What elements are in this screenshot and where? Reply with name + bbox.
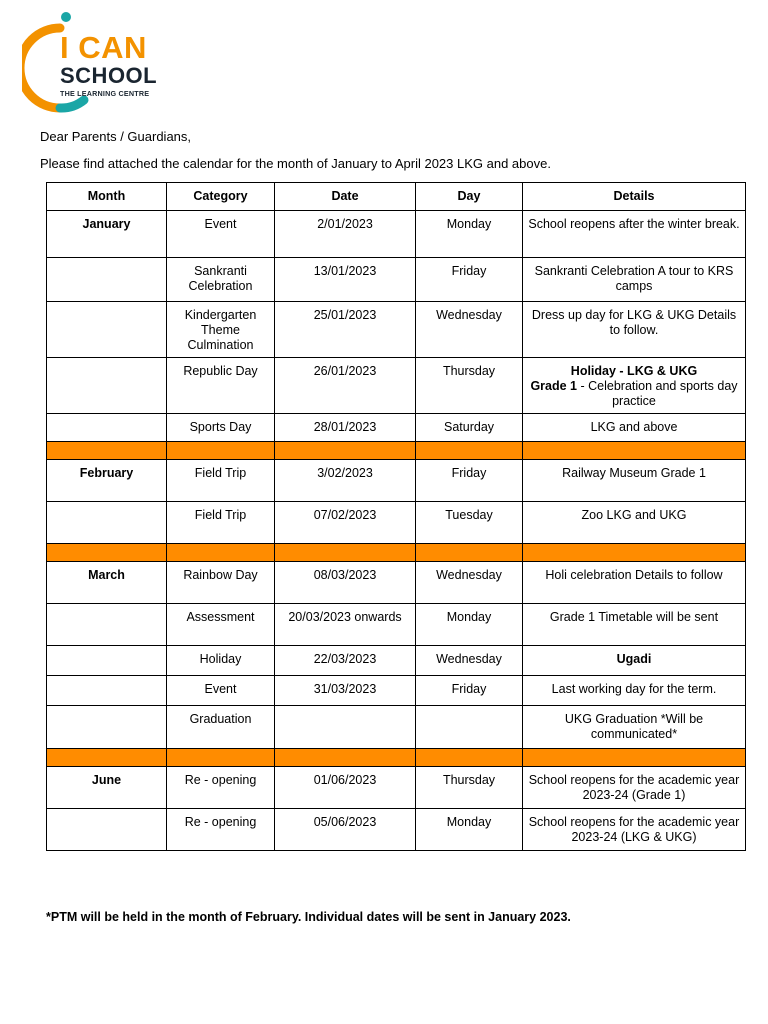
header-month: Month [47, 183, 167, 211]
cell-category: Kindergarten Theme Culmination [167, 302, 275, 358]
separator-cell [523, 749, 746, 767]
cell-day: Saturday [416, 414, 523, 442]
cell-details [523, 358, 746, 414]
table-row [47, 562, 746, 604]
table-header-row [47, 183, 746, 211]
separator-cell [47, 544, 167, 562]
cell-month: June [47, 767, 167, 809]
table-row [47, 767, 746, 809]
separator-cell [167, 749, 275, 767]
cell-details: UKG Graduation *Will be communicated* [523, 706, 746, 749]
logo-tagline: THE LEARNING CENTRE [60, 89, 150, 98]
table-row [47, 460, 746, 502]
cell-day: Thursday [416, 358, 523, 414]
cell-details: Railway Museum Grade 1 [523, 460, 746, 502]
cell-details: Holi celebration Details to follow [523, 562, 746, 604]
cell-category: Re - opening [167, 767, 275, 809]
table-row [47, 414, 746, 442]
cell-date: 20/03/2023 onwards [275, 604, 416, 646]
cell-date: 28/01/2023 [275, 414, 416, 442]
cell-day: Wednesday [416, 646, 523, 676]
cell-date: 26/01/2023 [275, 358, 416, 414]
cell-category: Field Trip [167, 502, 275, 544]
cell-day: Thursday [416, 767, 523, 809]
details-grade-label: Grade 1 [530, 379, 578, 393]
cell-day: Friday [416, 460, 523, 502]
cell-month [47, 302, 167, 358]
separator-cell [416, 749, 523, 767]
cell-month [47, 706, 167, 749]
cell-day: Wednesday [416, 562, 523, 604]
table-row [47, 302, 746, 358]
cell-date: 2/01/2023 [275, 211, 416, 258]
cell-details: Dress up day for LKG & UKG Details to follow. [523, 302, 746, 358]
cell-details: Sankranti Celebration A tour to KRS camps [523, 258, 746, 302]
cell-details: Ugadi [523, 646, 746, 676]
details-grade-line [527, 379, 741, 409]
cell-day: Wednesday [416, 302, 523, 358]
table-row [47, 604, 746, 646]
letter-intro: Please find attached the calendar for the month of January to April 2023 LKG and above. [40, 156, 551, 171]
separator-cell [523, 442, 746, 460]
details-holiday-line: Holiday - LKG & UKG [570, 364, 698, 378]
cell-category: Holiday [167, 646, 275, 676]
cell-month [47, 646, 167, 676]
cell-month [47, 809, 167, 851]
cell-day [416, 706, 523, 749]
letter-greeting: Dear Parents / Guardians, [40, 129, 192, 144]
details-grade-text: - Celebration and sports day practice [577, 379, 738, 408]
cell-category: Re - opening [167, 809, 275, 851]
cell-category: Sankranti Celebration [167, 258, 275, 302]
cell-date: 13/01/2023 [275, 258, 416, 302]
cell-month [47, 358, 167, 414]
table-row [47, 809, 746, 851]
separator-cell [47, 442, 167, 460]
cell-month: March [47, 562, 167, 604]
cell-month [47, 604, 167, 646]
cell-date: 08/03/2023 [275, 562, 416, 604]
cell-month: February [47, 460, 167, 502]
cell-month [47, 258, 167, 302]
cell-month [47, 414, 167, 442]
cell-date: 05/06/2023 [275, 809, 416, 851]
separator-cell [416, 442, 523, 460]
cell-month [47, 676, 167, 706]
header-details: Details [523, 183, 746, 211]
cell-details: Zoo LKG and UKG [523, 502, 746, 544]
cell-category: Event [167, 676, 275, 706]
table-row [47, 676, 746, 706]
header-category: Category [167, 183, 275, 211]
cell-details: School reopens for the academic year 2023-24 (LKG & UKG) [523, 809, 746, 851]
separator-cell [275, 442, 416, 460]
separator-cell [416, 544, 523, 562]
separator-row [47, 749, 746, 767]
cell-month [47, 502, 167, 544]
table-row [47, 358, 746, 414]
footnote: *PTM will be held in the month of February. Individual dates will be sent in January 2023. [46, 910, 571, 924]
cell-day: Friday [416, 676, 523, 706]
calendar-table [46, 182, 746, 851]
cell-details: School reopens for the academic year 2023-24 (Grade 1) [523, 767, 746, 809]
separator-cell [167, 544, 275, 562]
cell-date: 07/02/2023 [275, 502, 416, 544]
table-row [47, 706, 746, 749]
cell-date: 3/02/2023 [275, 460, 416, 502]
school-logo [22, 10, 162, 120]
cell-details: Grade 1 Timetable will be sent [523, 604, 746, 646]
cell-category: Rainbow Day [167, 562, 275, 604]
cell-category: Assessment [167, 604, 275, 646]
cell-day: Monday [416, 211, 523, 258]
cell-details: Last working day for the term. [523, 676, 746, 706]
separator-cell [47, 749, 167, 767]
cell-category: Sports Day [167, 414, 275, 442]
table-row [47, 258, 746, 302]
cell-date: 25/01/2023 [275, 302, 416, 358]
cell-category: Field Trip [167, 460, 275, 502]
header-date: Date [275, 183, 416, 211]
cell-day: Friday [416, 258, 523, 302]
separator-cell [167, 442, 275, 460]
table-row [47, 646, 746, 676]
cell-details: School reopens after the winter break. [523, 211, 746, 258]
cell-details: LKG and above [523, 414, 746, 442]
cell-date: 01/06/2023 [275, 767, 416, 809]
cell-day: Tuesday [416, 502, 523, 544]
cell-date [275, 706, 416, 749]
cell-date: 22/03/2023 [275, 646, 416, 676]
logo-name: I CAN [60, 30, 147, 65]
cell-category: Graduation [167, 706, 275, 749]
separator-row [47, 544, 746, 562]
table-row [47, 502, 746, 544]
logo-school: SCHOOL [60, 63, 158, 88]
cell-category: Republic Day [167, 358, 275, 414]
separator-cell [275, 544, 416, 562]
cell-month: January [47, 211, 167, 258]
cell-category: Event [167, 211, 275, 258]
cell-day: Monday [416, 809, 523, 851]
separator-row [47, 442, 746, 460]
cell-day: Monday [416, 604, 523, 646]
table-row [47, 211, 746, 258]
separator-cell [523, 544, 746, 562]
separator-cell [275, 749, 416, 767]
cell-date: 31/03/2023 [275, 676, 416, 706]
header-day: Day [416, 183, 523, 211]
